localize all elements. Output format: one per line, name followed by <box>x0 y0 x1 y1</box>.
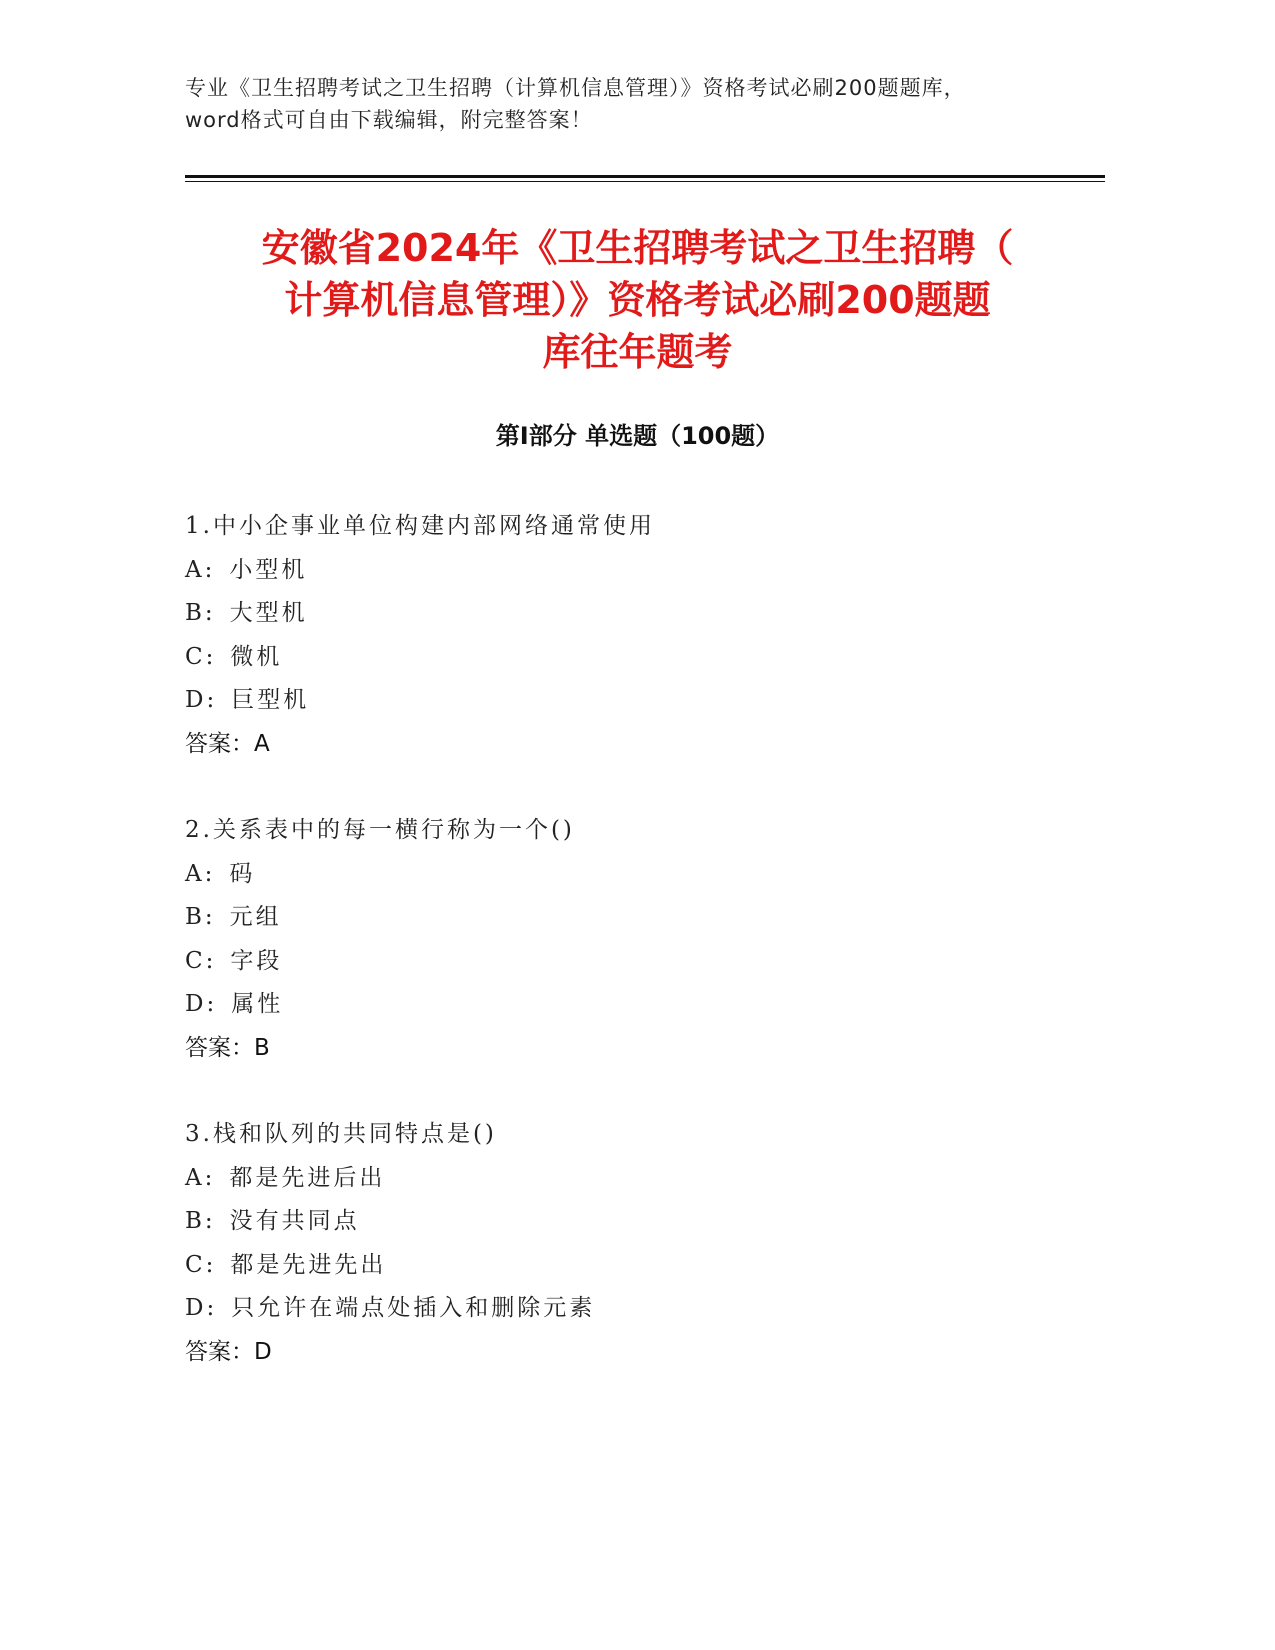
answer-line: 答案：D <box>185 1338 272 1365</box>
option-text: 都是先进先出 <box>230 1251 387 1278</box>
question-stem: 1.中小企事业单位构建内部网络通常使用 <box>185 513 655 539</box>
option-text: 属性 <box>231 991 284 1017</box>
question-stem: 2.关系表中的每一横行称为一个() <box>185 817 575 843</box>
question-item <box>185 1113 1105 1374</box>
option-text: 只允许在端点处插入和删除元素 <box>231 1295 596 1321</box>
question-item <box>185 505 1105 766</box>
option-text: 字段 <box>230 947 283 974</box>
option-key: D: <box>185 687 218 713</box>
option-key: B: <box>185 600 216 626</box>
document-title-line-3: 库往年题考 <box>542 330 733 374</box>
option-d <box>185 679 1105 723</box>
header-note-line-1: 专业《卫生招聘考试之卫生招聘（计算机信息管理）》资格考试必刷200题题库， <box>185 76 966 100</box>
option-key: D: <box>185 991 218 1017</box>
question-stem: 3.栈和队列的共同特点是() <box>185 1121 497 1147</box>
question-item <box>185 809 1105 1070</box>
header-note <box>185 72 1105 136</box>
option-key: A: <box>185 860 216 887</box>
option-d <box>185 1287 1105 1331</box>
option-key: C: <box>185 1251 217 1278</box>
answer-line: 答案：B <box>185 1034 270 1061</box>
option-text: 巨型机 <box>231 687 310 713</box>
option-c <box>185 636 1105 680</box>
option-c <box>185 940 1105 984</box>
document-title-line-2: 计算机信息管理）》资格考试必刷200题题 <box>284 278 991 322</box>
option-text: 大型机 <box>229 600 308 626</box>
option-text: 都是先进后出 <box>229 1164 386 1191</box>
option-c <box>185 1244 1105 1288</box>
option-key: A: <box>185 1164 216 1191</box>
option-b <box>185 592 1105 636</box>
option-key: B: <box>185 1208 216 1234</box>
option-b <box>185 1200 1105 1244</box>
document-title-line-1: 安徽省2024年《卫生招聘考试之卫生招聘（ <box>261 226 1014 270</box>
option-text: 没有共同点 <box>229 1208 360 1234</box>
option-key: D: <box>185 1295 218 1321</box>
header-note-line-2: word格式可自由下载编辑，附完整答案！ <box>185 108 593 132</box>
option-text: 码 <box>229 860 256 887</box>
header-divider-thick <box>185 175 1105 178</box>
option-a <box>185 549 1105 593</box>
option-b <box>185 896 1105 940</box>
option-d <box>185 983 1105 1027</box>
option-text: 小型机 <box>229 556 308 583</box>
header-divider-thin <box>185 181 1105 182</box>
option-a <box>185 853 1105 897</box>
option-key: A: <box>185 556 216 583</box>
option-a <box>185 1157 1105 1201</box>
section-title: 第Ⅰ部分 单选题（100题） <box>495 422 780 450</box>
document-title <box>160 222 1115 378</box>
option-text: 微机 <box>230 643 283 670</box>
question-list <box>185 505 1105 1417</box>
option-key: C: <box>185 947 217 974</box>
option-text: 元组 <box>229 904 282 930</box>
option-key: B: <box>185 904 216 930</box>
answer-line: 答案：A <box>185 730 270 757</box>
option-key: C: <box>185 643 217 670</box>
